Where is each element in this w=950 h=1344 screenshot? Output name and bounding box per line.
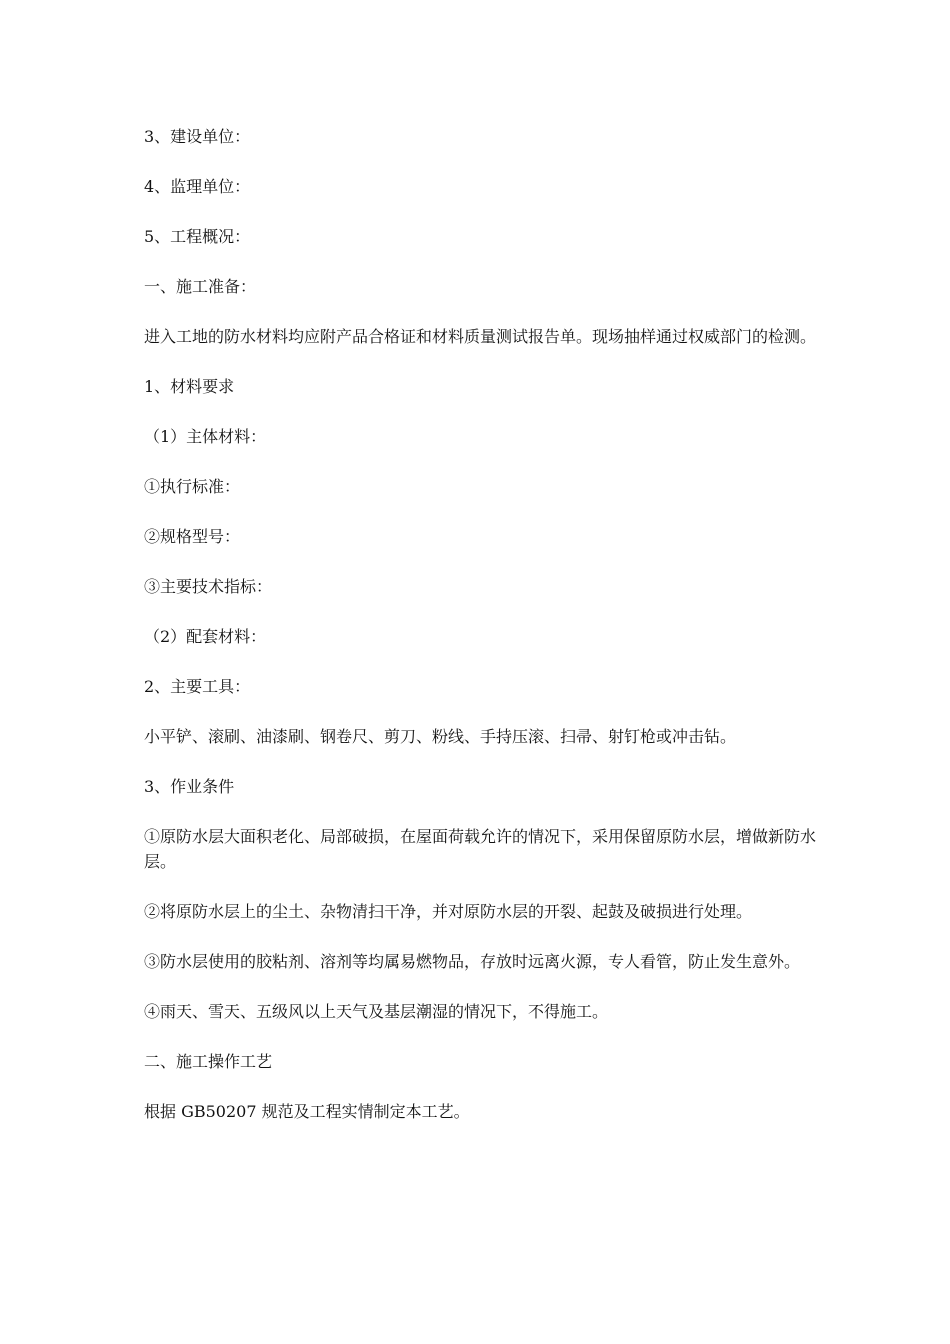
paragraph-material-certification: 进入工地的防水材料均应附产品合格证和材料质量测试报告单。现场抽样通过权威部门的检测。 [144, 327, 817, 346]
heading-construction-process: 二、施工操作工艺 [144, 1052, 273, 1071]
item-execution-standard: ①执行标准： [144, 477, 241, 496]
heading-working-conditions: 3、作业条件 [144, 777, 235, 796]
paragraph-process-basis: 根据 GB50207 规范及工程实情制定本工艺。 [144, 1102, 470, 1121]
condition-item-1: ①原防水层大面积老化、局部破损，在屋面荷载允许的情况下，采用保留原防水层，增做新防水层。 [144, 827, 817, 871]
document-body [144, 124, 816, 1149]
condition-item-2: ②将原防水层上的尘土、杂物清扫干净，并对原防水层的开裂、起鼓及破损进行处理。 [144, 902, 753, 921]
item-project-overview: 5、工程概况： [144, 227, 251, 246]
item-construction-unit: 3、建设单位： [144, 127, 251, 146]
item-main-materials: （1）主体材料： [144, 427, 267, 446]
paragraph-tools-list: 小平铲、滚刷、油漆刷、钢卷尺、剪刀、粉线、手持压滚、扫帚、射钉枪或冲击钻。 [144, 727, 737, 746]
heading-construction-preparation: 一、施工准备： [144, 277, 257, 296]
item-specification-model: ②规格型号： [144, 527, 241, 546]
item-supervision-unit: 4、监理单位： [144, 177, 251, 196]
item-auxiliary-materials: （2）配套材料： [144, 627, 267, 646]
heading-main-tools: 2、主要工具： [144, 677, 251, 696]
condition-item-4: ④雨天、雪天、五级风以上天气及基层潮湿的情况下，不得施工。 [144, 1002, 609, 1021]
heading-material-requirements: 1、材料要求 [144, 377, 235, 396]
item-technical-indicators: ③主要技术指标： [144, 577, 273, 596]
condition-item-3: ③防水层使用的胶粘剂、溶剂等均属易燃物品，存放时远离火源，专人看管，防止发生意外。 [144, 952, 801, 971]
